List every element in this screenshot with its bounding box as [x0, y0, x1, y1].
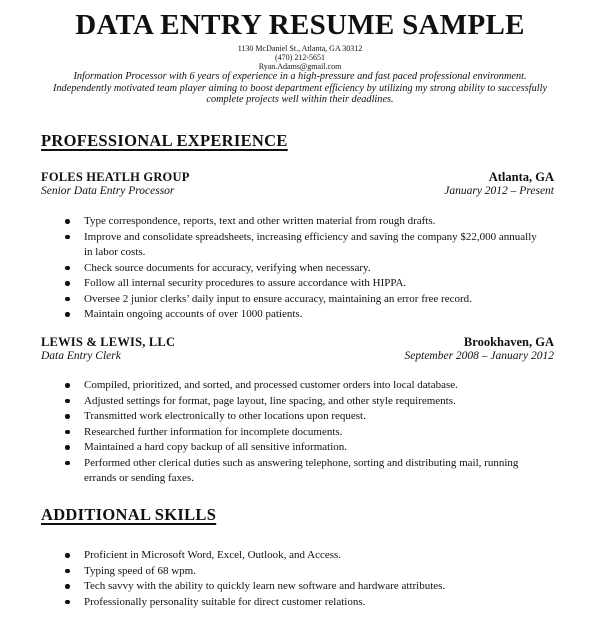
list-item: Oversee 2 junior clerks’ daily input to ensure accuracy, maintaining an error free record. — [65, 292, 545, 308]
experience-heading: PROFESSIONAL EXPERIENCE — [41, 131, 288, 150]
list-item: Adjusted settings for format, page layout, line spacing, and other style requirements. — [65, 394, 545, 410]
bullet-icon — [65, 553, 70, 558]
job-2-header — [41, 335, 554, 350]
list-item: Proficient in Microsoft Word, Excel, Outlook, and Access. — [65, 548, 545, 564]
contact-phone: (470) 212-5651 — [275, 53, 325, 62]
bullet-icon — [65, 219, 70, 224]
list-item: Maintained a hard copy backup of all sensitive information. — [65, 440, 545, 456]
bullet-icon — [65, 569, 70, 574]
contact-address: 1130 McDaniel St., Atlanta, GA 30312 — [237, 44, 363, 53]
bullet-icon — [65, 297, 70, 302]
bullet-icon — [65, 584, 70, 589]
job-1-location: Atlanta, GA — [488, 170, 554, 184]
list-item: Transmitted work electronically to other locations upon request. — [65, 409, 545, 425]
list-item: Performed other clerical duties such as answering telephone, sorting and distributing mail, running errands or sending faxes. — [65, 456, 545, 487]
bullet-icon — [65, 312, 70, 317]
bullet-icon — [65, 281, 70, 286]
bullet-icon — [65, 399, 70, 404]
skills-heading: ADDITIONAL SKILLS — [41, 505, 217, 524]
job-1-bullets — [65, 214, 545, 323]
bullet-icon — [65, 430, 70, 435]
bullet-icon — [65, 383, 70, 388]
job-2-bullets — [65, 378, 545, 487]
job-2-company: LEWIS & LEWIS, LLC — [41, 335, 176, 349]
job-2-role: Data Entry Clerk — [41, 350, 121, 362]
bullet-icon — [65, 266, 70, 271]
list-item: Maintain ongoing accounts of over 1000 patients. — [65, 307, 545, 323]
page-title: DATA ENTRY RESUME SAMPLE — [75, 9, 525, 41]
job-1-dates: January 2012 – Present — [444, 185, 554, 197]
job-2-location: Brookhaven, GA — [463, 335, 554, 349]
job-1-header — [41, 170, 554, 185]
list-item: Improve and consolidate spreadsheets, increasing efficiency and saving the company $22,000 annually in labor costs. — [65, 230, 545, 261]
list-item: Follow all internal security procedures to assure accordance with HIPPA. — [65, 276, 545, 292]
summary-paragraph: Information Processor with 6 years of experience in a high-pressure and fast paced professional environment. Independently motivated team player aiming to boost department efficiency by utilizing my strong ability to successfully complete projects well within their deadlines. — [52, 71, 548, 105]
job-1-subheader — [41, 184, 554, 199]
job-2-subheader — [41, 349, 554, 364]
contact-email: Ryan.Adams@gmail.com — [258, 62, 342, 71]
bullet-icon — [65, 414, 70, 419]
list-item: Professionally personality suitable for direct customer relations. — [65, 595, 545, 611]
bullet-icon — [65, 600, 70, 605]
list-item: Compiled, prioritized, and sorted, and processed customer orders into local database. — [65, 378, 545, 394]
list-item: Type correspondence, reports, text and other written material from rough drafts. — [65, 214, 545, 230]
list-item: Typing speed of 68 wpm. — [65, 564, 545, 580]
list-item: Researched further information for incomplete documents. — [65, 425, 545, 441]
skills-bullets — [65, 548, 545, 610]
list-item: Tech savvy with the ability to quickly learn new software and hardware attributes. — [65, 579, 545, 595]
bullet-icon — [65, 235, 70, 240]
bullet-icon — [65, 445, 70, 450]
job-1-role: Senior Data Entry Processor — [41, 185, 175, 197]
job-1-company: FOLES HEATLH GROUP — [41, 170, 190, 184]
list-item: Check source documents for accuracy, verifying when necessary. — [65, 261, 545, 277]
job-2-dates: September 2008 – January 2012 — [404, 350, 554, 362]
bullet-icon — [65, 461, 70, 466]
